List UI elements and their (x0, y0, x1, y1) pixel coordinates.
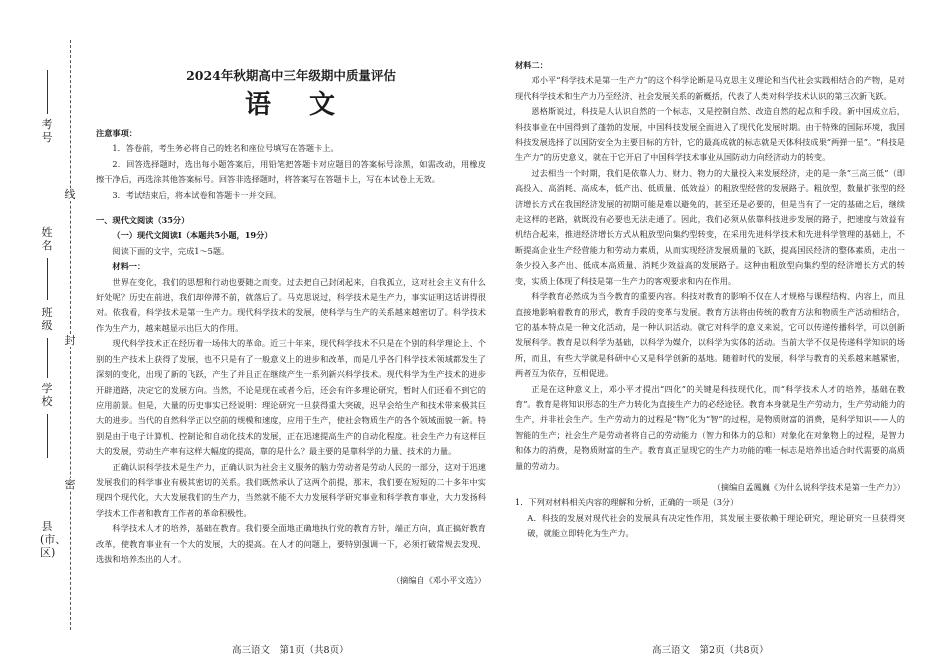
class-line[interactable] (47, 338, 48, 378)
material-1-paragraph: 现代科学技术正在经历着一场伟大的革命。近三十年来，现代科学技术不只是在个别的科学理论上、个别的生产技术上获得了发展，也不只是有了一般意义上的进步和改革，而是几乎各门科学技术领域都发生了深刻的变化，出现了新的飞跃，产生了并且正在继续产生一系列新兴科学技术。现代科学为生产技术的进步开辟道路，决定它的发展方向。当然，不论是现在或者今后，还会有许多理论研究，暂时人们还看不到它的应用前景。但是，大量的历史事实已经说明：理论研究一旦获得重大突破，迟早会给生产和技术带来极其巨大的进步。当代的自然科学正以空前的规模和速度，应用于生产，使社会物质生产的各个领域面貌一新。特别是由于电子计算机、控制论和自动化技术的发展，正在迅速提高生产的自动化程度。社会生产力有这样巨大的发展，劳动生产率有这样大幅度的提高，靠的是什么？最主要的是靠科学的力量、技术的力量。 (96, 338, 486, 457)
material-2-label: 材料二： (515, 60, 548, 70)
notice-item: 3．考试结束后，将本试卷和答题卡一并交回。 (112, 189, 282, 200)
binding-margin (0, 0, 92, 672)
page-1-column (96, 58, 486, 638)
material-2-paragraph: 过去相当一个时期，我们是依靠人力、财力、物力的大量投入来发展经济，走的是一条“三高三低”（即高投入、高消耗、高成本，低产出、低质量、低效益）的粗放型经营的发展路子。粗放型，数量扩张型的经济增长方式在我国经济发展的初期可能是难以避免的，甚至还是必要的，但是当有了一定的基础之后，继续走这样的老路，就既没有必要也无法走通了。因此，我们必须从依靠科技进步发展的路子，把速度与效益有机结合起来，推进经济增长方式从粗放型向集约型转变，在采用先进科学技术和先进科学管理的基础上，不断提高企业生产经营能力和劳动力素质，从而实现经济发展质量的飞跃，提高国民经济的整体素质，走出一条少投入多产出、低成本高质量、消耗少效益高的发展路子。这种由粗放型向集约型的经济增长方式的转变，实质上体现了科技是第一生产力的客观要求和内在作用。 (515, 167, 905, 286)
material-1-paragraph: 正确认识科学技术是生产力，正确认识为社会主义服务的脑力劳动者是劳动人民的一部分，这对于迅速发展我们的科学事业有极其密切的关系。我们既然承认了这两个前提，那末，我们要在短短的二十多年中实现四个现代化，大大发展我们的生产力，当然就不能不大力发展科学研究事业和科学教育事业，大力发扬科学技术工作者和教育工作者的革命积极性。 (96, 461, 486, 518)
exam-number-label: 考号 (41, 118, 53, 144)
seal-char-mi: 密 (64, 478, 76, 491)
name-line[interactable] (47, 258, 48, 300)
reading-instruction: 阅读下面的文字，完成1～5题。 (112, 245, 230, 256)
name-label: 姓名 (41, 226, 53, 252)
subsection-heading: （一）现代文阅读Ⅰ（本题共5小题，19分） (112, 230, 273, 241)
page-2-column (515, 58, 905, 638)
material-1-source: （摘编自《邓小平文选》） (391, 575, 486, 586)
county-label: 县(市、区) (40, 520, 67, 559)
school-line[interactable] (47, 414, 48, 458)
page-1-footer: 高三语文 第1页（共8页） (232, 645, 349, 656)
section-heading: 一、现代文阅读（35分） (96, 215, 190, 226)
notice-heading: 注意事项： (96, 128, 137, 138)
seal-char-xian: 线 (64, 188, 76, 201)
subject-title: 语文 (244, 90, 373, 120)
material-1-paragraph: 世界在变化，我们的思想和行动也要随之而变。过去把自己封闭起来，自我孤立，这对社会主义有什么好处呢？历史在前进，我们却停滞不前，就落后了。马克思说过，科学技术是生产力，事实证明这话讲得很对。依我看，科学技术是第一生产力。现代科学技术的发展，使科学与生产的关系越来越密切了。科学技术作为生产力，越来越显示出巨大的作用。 (96, 276, 486, 333)
exam-number-line[interactable] (47, 70, 48, 114)
page-2-footer: 高三语文 第2页（共8页） (652, 645, 769, 656)
material-2-paragraph: 邓小平“科学技术是第一生产力”的这个科学论断是马克思主义理论和当代社会实践相结合的产物，是对现代科学技术和生产力乃至经济、社会发展关系的新概括，代表了人类对科学技术认识的第三次新飞跃。 (515, 75, 905, 101)
material-2-source: （摘编自孟鳳巍《为什么说科学技术是第一生产力》） (712, 481, 905, 492)
material-2-paragraph: 恩格斯说过，科技是人认识自然的一个标志，又是控制自然、改造自然的起点和手段。新中国成立后，科技事业在中国得到了蓬勃的发展，中国科技发展全面进入了现代化发展时期。由于特殊的国际环境，我国科技发展选择了以国防安全为主要目标的方针，它的最高成就的标志就是天体科技成果“两弹一星”。“科技是生产力”的历史意义，就在于它开启了中国科学技术事业从国防动力向经济动力的转变。 (515, 106, 905, 163)
seal-char-feng: 封 (64, 334, 76, 347)
material-2-paragraph: 科学教育必然成为当今教育的重要内容。科技对教育的影响不仅在人才规格与课程结构、内容上，而且直接地影响着教育的形式，教育手段的变革与发展。教育方法将由传统的教育方法和物质生产活动相结合，它的基本特点是一种文化活动，是一种认识活动。就它对科学的意义来说，它可以传递传播科学，可以创新发展科学。教育是以科学为基础，以科学为媒介，以科学为实体的活动。当前大学不仅是传递科学知识的场所，而且，有些大学就是科研中心又是科学创新的基地。随着时代的发展，科学与教育的关系越来越紧密，两者互为依存，互相促进。 (515, 291, 905, 379)
question-1-option-a: A．科技的发展对现代社会的发展具有决定性作用，其发展主要依赖于理论研究，理论研究一旦获得突破，就能立即转化为生产力。 (527, 512, 905, 539)
school-label: 学校 (41, 382, 53, 408)
material-2-paragraph: 正是在这种意义上，邓小平才提出“四化”的关键是科技现代化，而“科学技术人才的培养，基础在教育”。教育是将知识形态的生产力转化为直接生产力的必经途径。教育本身就是生产劳动力，生产劳动能力的生产，并非社会生产。生产劳动力的过程是“物”化为“智”的过程，是物质财富的消费，是科学知识——人的智能的生产；社会生产是劳动者将自己的劳动能力（智力和体力的总和）对象化在对象物上的过程，是智力和体力的消费，是物质财富的生产。教育真正显现它的生产力功能的唯一标志是培养出适合时代需要的高质量的劳动力。 (515, 383, 905, 471)
notice-item: 1．答卷前，考生务必将自己的姓名和座位号填写在答题卡上。 (112, 143, 339, 154)
material-1-paragraph: 科学技术人才的培养，基础在教育。我们要全面地正确地执行党的教育方针，端正方向，真正搞好教育改革，使教育事业有一个大的发展，大的提高。在人才的问题上，要特别强调一下，必须打破常规去发现、选拔和培养杰出的人才。 (96, 523, 486, 564)
question-1: 1．下列对材料相关内容的理解和分析，正确的一项是（3分） (515, 497, 739, 508)
material-1-label: 材料一： (112, 261, 146, 272)
exam-title: 2024年秋期高中三年级期中质量评估 (186, 68, 396, 83)
class-label: 班级 (41, 306, 53, 332)
notice-item: 2．回答选择题时，选出每小题答案后，用铅笔把答题卡对应题目的答案标号涂黑，如需改动，用橡皮擦干净后，再选涂其他答案标号。回答非选择题时，将答案写在答题卡上，写在本试卷上无效。 (96, 158, 486, 185)
